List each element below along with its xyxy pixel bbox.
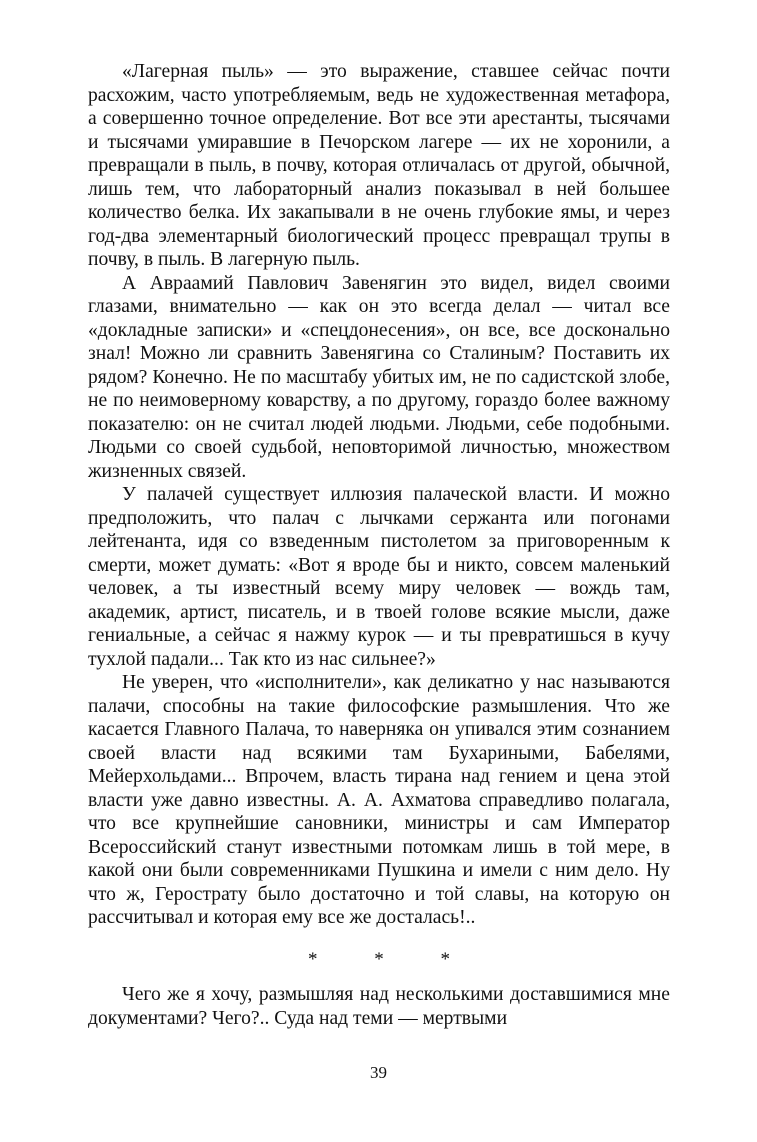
paragraph-5: Чего же я хочу, размышляя над несколькими доставшимися мне документами? Чего?.. Суда над теми — мертвыми <box>88 984 670 1029</box>
section-divider: * * * <box>308 948 476 970</box>
paragraph-1: «Лагерная пыль» — это выражение, ставшее сейчас почти расхожим, часто употребляемым, ведь не художественная метафора, а совершенно точное определение. Вот все эти арестанты, тысячами и тысячами умиравшие в Печорском лагере — их не хоронили, а превращали в пыль, в почву, которая отличалась от другой, обычной, лишь тем, что лабораторный анализ показывал в ней большее количество белка. Их закапывали в не очень глубокие ямы, и через год-два элементарный биологический процесс превращал трупы в почву, в пыль. В лагерную пыль. <box>88 61 670 270</box>
page-body <box>88 60 670 1030</box>
paragraph-2: А Авраамий Павлович Завенягин это видел, видел своими глазами, внимательно — как он это всегда делал — читал все «докладные записки» и «спецдонесения», он все, все досконально знал! Можно ли сравнить Завенягина со Сталиным? Поставить их рядом? Конечно. Не по масштабу убитых им, не по садистской злобе, не по неимоверному коварству, а по другому, гораздо более важному показателю: он не считал людей людьми. Людьми, себе подобными. Людьми со своей судьбой, неповторимой личностью, множеством жизненных связей. <box>88 272 670 482</box>
page-number: 39 <box>370 1063 387 1082</box>
paragraph-4: Не уверен, что «исполнители», как деликатно у нас называются палачи, способны на такие философские размышления. Что же касается Главного Палача, то наверняка он упивался этим сознанием своей власти над всякими там Бухариными, Бабелями, Мейерхольдами... Впрочем, власть тирана над гением и цена этой власти уже давно известны. А. А. Ахматова справедливо полагала, что все крупнейшие сановники, министры и сам Император Всероссийский станут известными потомкам лишь в той мере, в какой они были современниками Пушкина и имели с ним дело. Ну что ж, Герострату было достаточно и той славы, на которую он рассчитывал и которая ему все же досталась!.. <box>88 672 670 928</box>
paragraph-3: У палачей существует иллюзия палаческой власти. И можно предположить, что палач с лычками сержанта или погонами лейтенанта, идя со взведенным пистолетом за приговоренным к смерти, может думать: «Вот я вроде бы и никто, совсем маленький человек, а ты известный всему миру человек — вождь там, академик, артист, писатель, и в твоей голове всякие мысли, даже гениальные, а сейчас я нажму курок — и ты превратишься в кучу тухлой падали... Так кто из нас сильнее?» <box>88 484 670 670</box>
